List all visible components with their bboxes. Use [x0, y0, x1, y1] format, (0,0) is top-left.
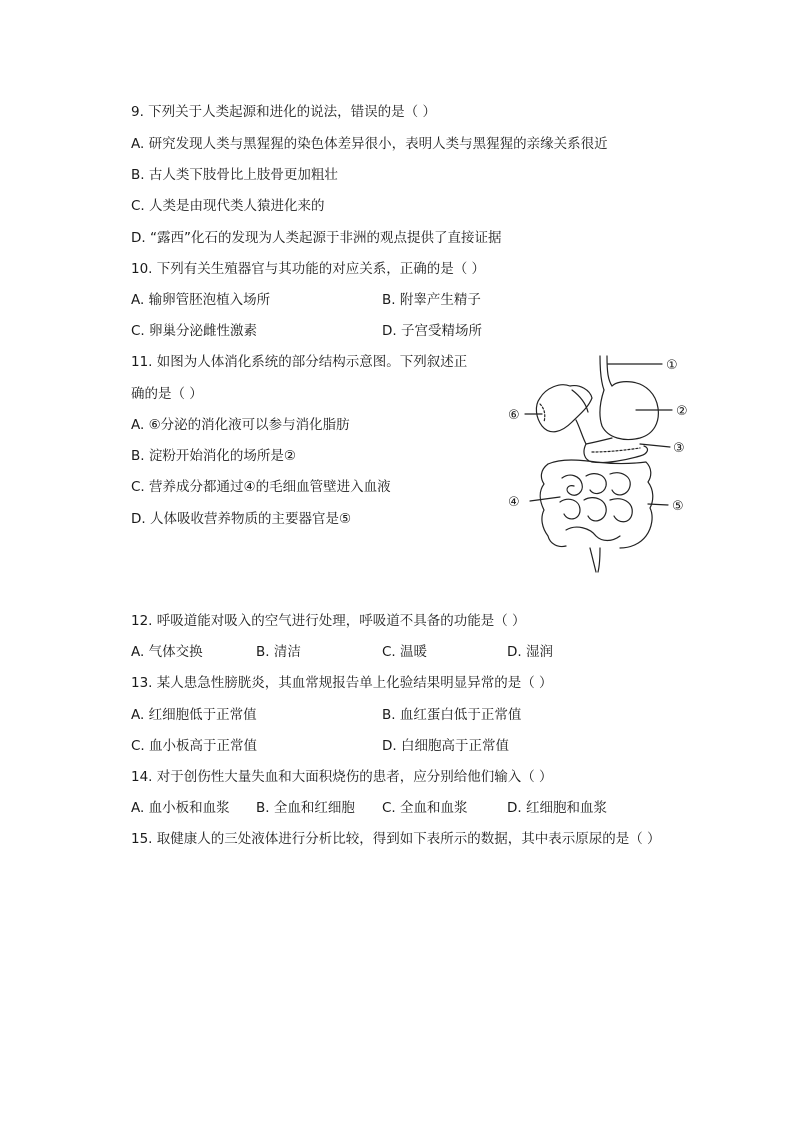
question-9-stem: 9. 下列关于人类起源和进化的说法，错误的是（ ） [131, 104, 436, 120]
question-11-option-a: A. ⑥分泌的消化液可以参与消化脂肪 [131, 417, 350, 433]
question-14-option-a: A. 血小板和血浆 [131, 800, 230, 816]
question-12-option-b: B. 清洁 [256, 644, 301, 660]
large-intestine-left [540, 464, 566, 547]
question-11-stem-line2: 确的是（ ） [131, 386, 203, 402]
question-13-option-d: D. 白细胞高于正常值 [382, 738, 509, 754]
question-11-option-c: C. 营养成分都通过④的毛细血管壁进入血液 [131, 479, 391, 495]
question-15-stem: 15. 取健康人的三处液体进行分析比较，得到如下表所示的数据，其中表示原尿的是（ ） [131, 831, 661, 847]
figure-label-3: ③ [673, 441, 685, 456]
rectum-line [590, 548, 596, 572]
pancreas-outline [584, 444, 647, 463]
question-14-option-c: C. 全血和血浆 [382, 800, 468, 816]
question-11-option-b: B. 淀粉开始消化的场所是② [131, 448, 296, 464]
question-10-option-b: B. 附睾产生精子 [382, 292, 481, 308]
question-13-stem: 13. 某人患急性膀胱炎，其血常规报告单上化验结果明显异常的是（ ） [131, 675, 553, 691]
question-11-option-d: D. 人体吸收营养物质的主要器官是⑤ [131, 511, 352, 527]
figure-label-6: ⑥ [508, 408, 520, 423]
question-14-stem: 14. 对于创伤性大量失血和大面积烧伤的患者，应分别给他们输入（ ） [131, 769, 553, 785]
question-13-option-b: B. 血红蛋白低于正常值 [382, 707, 522, 723]
question-10-stem: 10. 下列有关生殖器官与其功能的对应关系，正确的是（ ） [131, 261, 486, 277]
question-9-option-c: C. 人类是由现代类人猿进化来的 [131, 198, 325, 214]
esophagus-line [600, 356, 604, 390]
small-intestine-coil-1 [562, 475, 582, 495]
question-10-option-d: D. 子宫受精场所 [382, 323, 482, 339]
digestive-system-figure [500, 352, 700, 577]
liver-outline [536, 385, 592, 432]
question-14-option-b: B. 全血和红细胞 [256, 800, 355, 816]
question-11-stem-line1: 11. 如图为人体消化系统的部分结构示意图。下列叙述正 [131, 354, 468, 370]
figure-label-5: ⑤ [672, 499, 684, 514]
figure-label-4: ④ [508, 495, 520, 510]
figure-label-2: ② [676, 404, 688, 419]
question-12-option-a: A. 气体交换 [131, 644, 203, 660]
question-12-stem: 12. 呼吸道能对吸入的空气进行处理，呼吸道不具备的功能是（ ） [131, 613, 526, 629]
question-13-option-a: A. 红细胞低于正常值 [131, 707, 257, 723]
digestive-system-drawing [500, 352, 700, 577]
figure-label-1: ① [666, 358, 678, 373]
question-9-option-b: B. 古人类下肢骨比上肢骨更加粗壮 [131, 167, 338, 183]
question-12-option-d: D. 湿润 [507, 644, 553, 660]
question-9-option-d: D. “露西”化石的发现为人类起源于非洲的观点提供了直接证据 [131, 230, 502, 246]
question-10-option-a: A. 输卵管胚泡植入场所 [131, 292, 271, 308]
question-13-option-c: C. 血小板高于正常值 [131, 738, 258, 754]
large-intestine-right [548, 460, 653, 548]
question-10-option-c: C. 卵巢分泌雌性激素 [131, 323, 258, 339]
question-9-option-a: A. 研究发现人类与黑猩猩的染色体差异很小，表明人类与黑猩猩的亲缘关系很近 [131, 136, 608, 152]
question-14-option-d: D. 红细胞和血浆 [507, 800, 607, 816]
question-12-option-c: C. 温暖 [382, 644, 428, 660]
